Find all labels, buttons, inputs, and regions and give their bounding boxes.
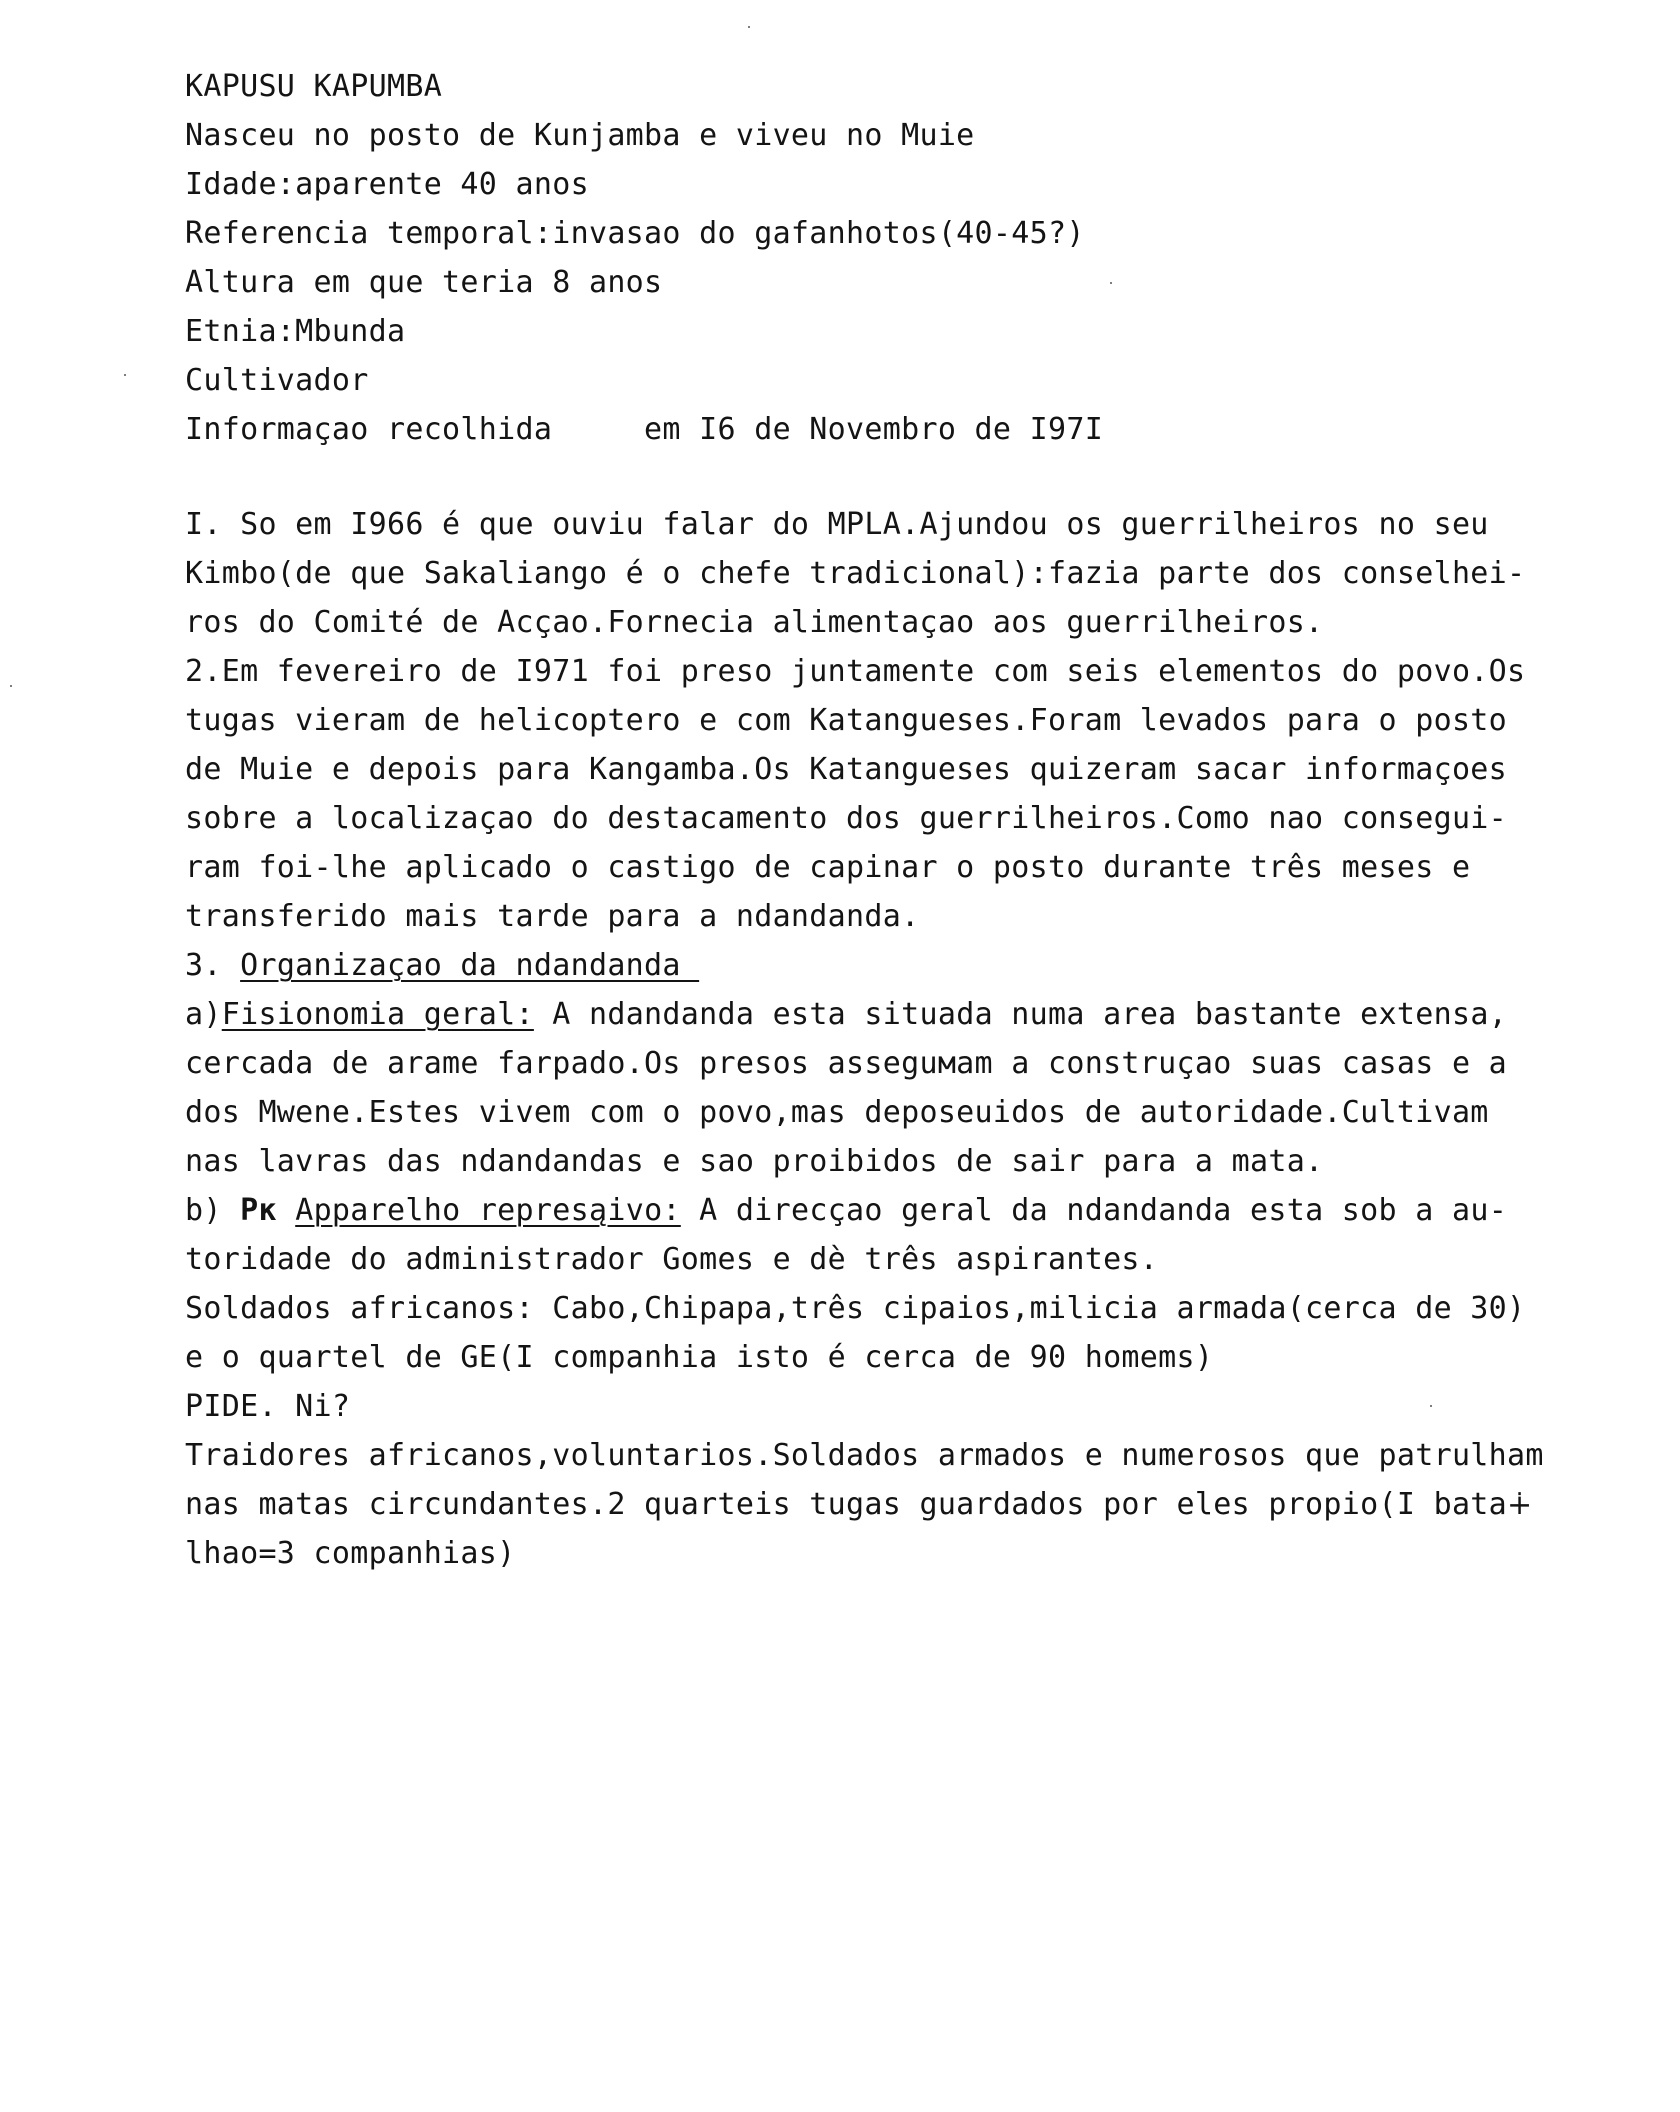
soldiers-line-2: e o quartel de GE(I companhia isto é cerca de 90 homems) — [185, 1340, 1214, 1375]
informant-name: KAPUSU KAPUMBA — [185, 69, 443, 104]
occupation-line: Cultivador — [185, 363, 369, 398]
typewritten-text — [185, 62, 1655, 1578]
paper-speck — [748, 26, 750, 28]
subsection-a-line-1 — [185, 990, 1655, 1039]
paragraph-2-line-5: ram foi-lhe aplicado o castigo de capinar o posto durante três meses e — [185, 850, 1471, 885]
section-number: 3. — [185, 948, 241, 983]
paragraph-2-line-2: tugas vieram de helicoptero e com Katangueses.Foram levados para o posto — [185, 703, 1508, 738]
spacer — [277, 1193, 295, 1228]
paragraph-2-line-6: transferido mais tarde para a ndandanda. — [185, 899, 920, 934]
paragraph-1-line-1: I. So em I966 é que ouviu falar do MPLA.Ajundou os guerrilheiros no seu — [185, 507, 1489, 542]
subsection-b-text: A direcçao geral da ndandanda esta sob a au- — [680, 1193, 1508, 1228]
traitors-line-1: Traidores africanos,voluntarios.Soldados armados e numerosos que patrulham — [185, 1438, 1544, 1473]
subsection-a-heading: Fisionomia geral: — [221, 997, 534, 1032]
subsection-a-line-3: dos Mwene.Estes vivem com o povo,mas deposeuidos de autoridade.Cultivam — [185, 1095, 1489, 1130]
struck-out-characters: Pк — [240, 1193, 277, 1228]
subsection-a-text: A ndandanda esta situada numa area bastante extensa, — [533, 997, 1508, 1032]
subsection-a-line-4: nas lavras das ndandandas e sao proibidos de sair para a mata. — [185, 1144, 1324, 1179]
subsection-b-line-2: toridade do administrador Gomes e dè três aspirantes. — [185, 1242, 1159, 1277]
paragraph-2-line-1: 2.Em fevereiro de I971 foi preso juntamente com seis elementos do povo.Os — [185, 654, 1526, 689]
pide-line: PIDE. Ni? — [185, 1389, 351, 1424]
birthplace-line: Nasceu no posto de Kunjamba e viveu no Muie — [185, 118, 975, 153]
soldiers-line-1: Soldados africanos: Cabo,Chipapa,três cipaios,milicia armada(cerca de 30) — [185, 1291, 1526, 1326]
traitors-line-3: lhao=3 companhias) — [185, 1536, 516, 1571]
age-line: Idade:aparente 40 anos — [185, 167, 589, 202]
subsection-b-marker: b) — [185, 1193, 241, 1228]
age-at-event-line: Altura em que teria 8 anos — [185, 265, 663, 300]
traitors-line-2: nas matas circundantes.2 quarteis tugas guardados por eles propio(I bata∔ — [185, 1487, 1533, 1522]
temporal-reference-line: Referencia temporal:invasao do gafanhotos(40-45?) — [185, 216, 1085, 251]
paper-speck — [10, 685, 12, 687]
paragraph-1-line-3: ros do Comité de Acçao.Fornecia alimentaçao aos guerrilheiros. — [185, 605, 1324, 640]
section-heading: Organizaçao da ndandanda — [240, 948, 700, 983]
subsection-b-line-1 — [185, 1186, 1655, 1235]
paper-speck — [124, 374, 126, 376]
subsection-a-marker: a) — [185, 997, 222, 1032]
subsection-a-line-2: cercada de arame farpado.Os presos asseguмam a construçao suas casas e a — [185, 1046, 1508, 1081]
paragraph-2-line-4: sobre a localizaçao do destacamento dos guerrilheiros.Como nao consegui- — [185, 801, 1508, 836]
paragraph-1-line-2: Kimbo(de que Sakaliango é o chefe tradicional):fazia parte dos conselhei- — [185, 556, 1526, 591]
paragraph-2-line-3: de Muie e depois para Kangamba.Os Katangueses quizeram sacar informaçoes — [185, 752, 1508, 787]
ethnicity-line: Etnia:Mbunda — [185, 314, 406, 349]
collection-date-line: Informaçao recolhida em I6 de Novembro de I97I — [185, 412, 1104, 447]
section-3-heading-line — [185, 941, 1655, 990]
paragraph-gap — [185, 454, 1655, 500]
subsection-b-heading: Apparelho represąivo: — [295, 1193, 681, 1228]
